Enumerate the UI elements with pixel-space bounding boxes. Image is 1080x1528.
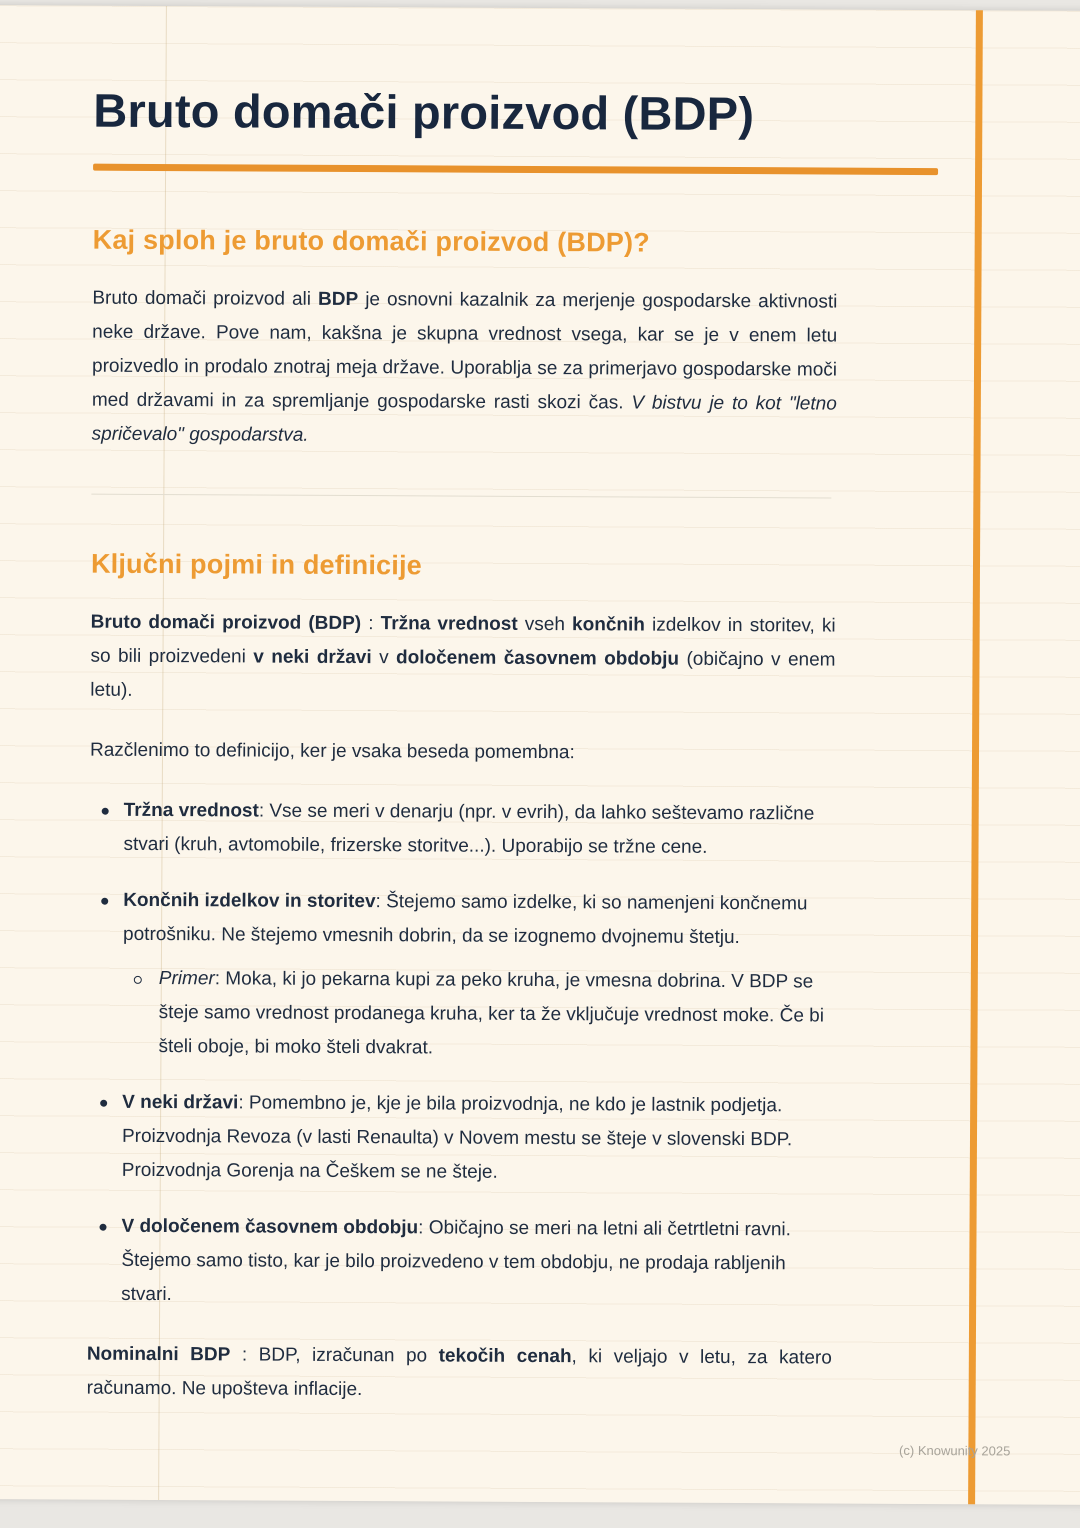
nominal-bdp-paragraph: Nominalni BDP : BDP, izračunan po tekočih cenah, ki veljajo v letu, za katero računamo. Ne upošteva inflacije. — [86, 1343, 832, 1401]
list-item-text: V določenem časovnem obdobju: Običajno se meri na letni ali četrtletni ravni. Štejemo samo tisto, kar je bilo proizvedeno v tem obdobju, ne prodaja rabljenih stvari. — [121, 1215, 792, 1306]
bullet-icon — [100, 1100, 107, 1107]
sub-bullet-icon — [134, 976, 142, 984]
section1-paragraph: Bruto domači proizvod ali BDP je osnovni kazalnik za merjenje gospodarske aktivnosti neke države. Pove nam, kakšna je skupna vrednost vsega, kar se je v enem letu proizvedlo in prodalo znotraj meja države. Uporablja se za primerjavo gospodarske moči med državami in za spremljanje gospodarske rasti skozi čas. V bistvu je to kot "letno spričevalo" gospodarstva. — [91, 287, 838, 446]
section1-heading: Kaj sploh je bruto domači proizvod (BDP)? — [92, 224, 650, 258]
sub-list-item-text: Primer: Moka, ki jo pekarna kupi za peko kruha, je vmesna dobrina. V BDP se šteje samo vrednost prodanega kruha, ker ta že vključuje vrednost moke. Če bi šteli oboje, bi moko šteli dvakrat. — [158, 968, 825, 1059]
list-item-trzna-vrednost — [89, 794, 834, 866]
list-item-text: Tržna vrednost: Vse se meri v denarju (npr. v evrih), da lahko seštevamo različne stvari (kruh, avtomobile, frizerske storitve...). Uporabijo se tržne cene. — [123, 799, 815, 858]
copyright-footer: (c) Knowunity 2025 — [899, 1442, 1011, 1459]
sub-list — [122, 962, 834, 1068]
list-item-casovno-obdobje — [87, 1210, 833, 1316]
bullet-icon — [102, 808, 109, 815]
page-content — [86, 84, 838, 1436]
title-underline — [93, 164, 938, 175]
definition-paragraph: Bruto domači proizvod (BDP) : Tržna vrednost vseh končnih izdelkov in storitev, ki so bili proizvedeni v neki državi v določenem časovnem obdobju (običajno v enem letu). — [90, 611, 836, 701]
page-title: Bruto domači proizvod (BDP) — [93, 83, 755, 141]
list-item-koncni-izdelki — [88, 884, 834, 1068]
bullet-icon — [101, 898, 108, 905]
list-intro: Razčlenimo to definicijo, ker je vsaka beseda pomembna: — [89, 739, 575, 764]
section-divider — [91, 494, 831, 499]
section2-heading: Ključni pojmi in definicije — [90, 548, 423, 581]
list-item-v-neki-drzavi — [88, 1086, 834, 1192]
list-item-text: Končnih izdelkov in storitev: Štejemo samo izdelke, ki so namenjeni končnemu potrošniku. Ne štejemo vmesnih dobrin, da se izognemo dvojnemu štetju. — [123, 889, 808, 949]
right-margin-stripe — [968, 10, 983, 1504]
list-item-text: V neki državi: Pomembno je, kje je bila proizvodnja, ne kdo je lastnik podjetja. Proizvodnja Revoza (v lasti Renaulta) v Novem mestu se šteje v slovenski BDP. Proizvodnja Gorenja na Češkem se ne šteje. — [121, 1091, 793, 1183]
definition-list — [87, 794, 835, 1316]
notes-page — [0, 5, 1080, 1505]
sub-list-item-primer — [122, 962, 834, 1068]
bullet-icon — [100, 1224, 107, 1231]
